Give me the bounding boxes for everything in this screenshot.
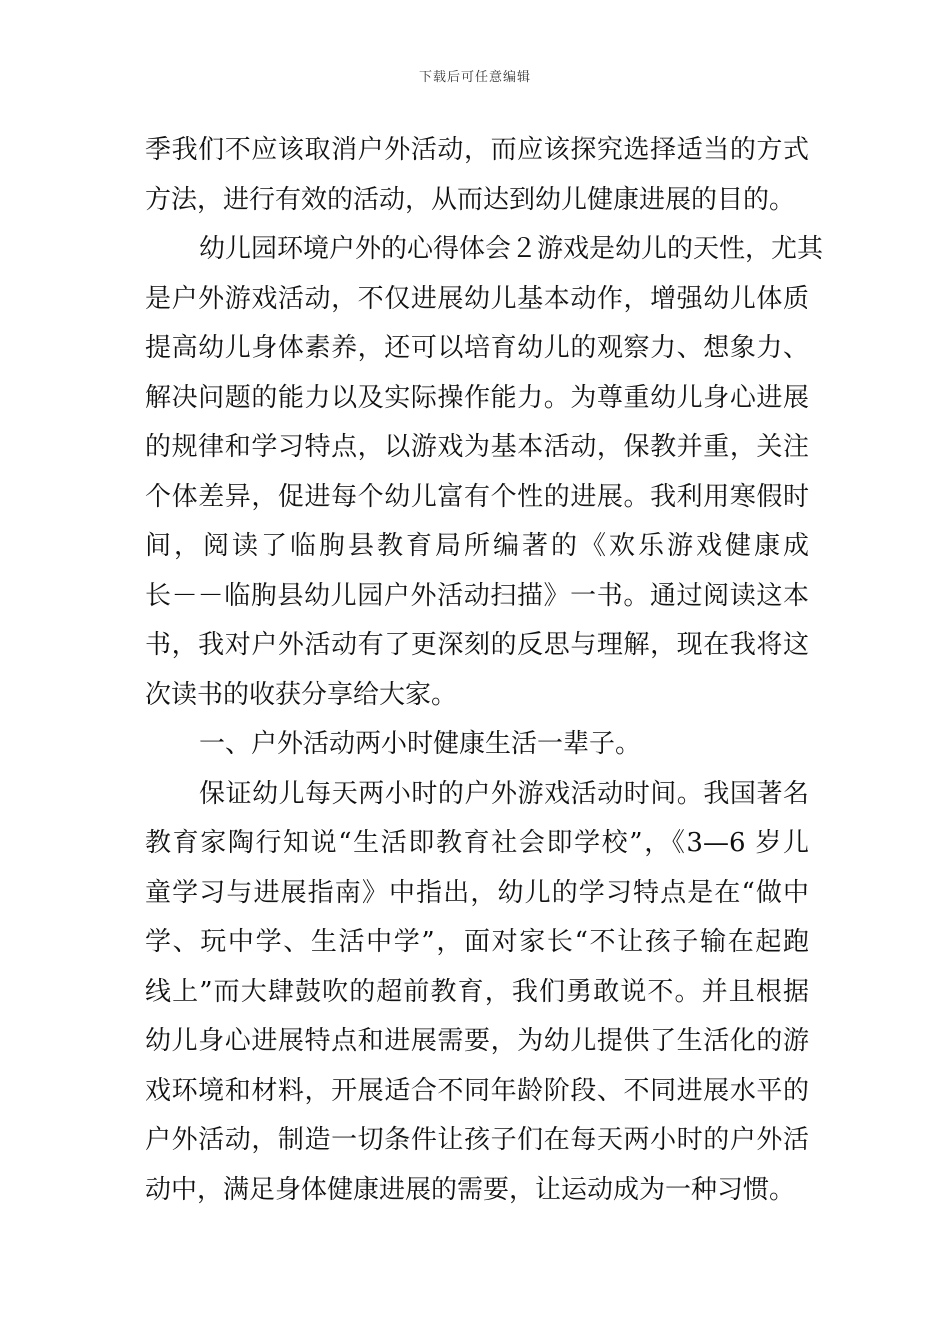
- paragraph-2-line-6: 个体差异，促进每个幼儿富有个性的进展。我利用寒假时: [145, 481, 809, 512]
- document-body: [145, 132, 824, 1221]
- paragraph-1-line-2: 方法，进行有效的活动，从而达到幼儿健康进展的目的。: [145, 184, 796, 215]
- paragraph-3-line-5: 线上”而大肆鼓吹的超前教育，我们勇敢说不。并且根据: [145, 976, 809, 1007]
- paragraph-3-line-9: 动中，满足身体健康进展的需要，让运动成为一种习惯。: [145, 1174, 796, 1205]
- paragraph-3-line-7: 戏环境和材料，开展适合不同年龄阶段、不同进展水平的: [145, 1075, 809, 1106]
- paragraph-2-line-8: 长－－临朐县幼儿园户外活动扫描》一书。通过阅读这本: [145, 580, 809, 611]
- paragraph-2-line-7: 间，阅读了临朐县教育局所编著的《欢乐游戏健康成: [145, 531, 809, 561]
- paragraph-3-line-1: 保证幼儿每天两小时的户外游戏活动时间。我国著名: [199, 778, 809, 809]
- paragraph-3-line-2: 教育家陶行知说“生活即教育社会即学校”，《3—6 岁儿: [145, 828, 809, 858]
- paragraph-2-line-4: 解决问题的能力以及实际操作能力。为尊重幼儿身心进展: [145, 382, 809, 413]
- paragraph-1-line-1: 季我们不应该取消户外活动，而应该探究选择适当的方式: [145, 135, 809, 165]
- paragraph-2-line-5: 的规律和学习特点，以游戏为基本活动，保教并重，关注: [145, 432, 809, 462]
- paragraph-2-line-3: 提高幼儿身体素养，还可以培育幼儿的观察力、想象力、: [145, 333, 809, 363]
- paragraph-3-line-6: 幼儿身心进展特点和进展需要，为幼儿提供了生活化的游: [145, 1026, 809, 1056]
- paragraph-3-line-4: 学、玩中学、生活中学”，面对家长“不让孩子输在起跑: [145, 927, 809, 957]
- paragraph-2-line-1: 幼儿园环境户外的心得体会２游戏是幼儿的天性，尤其: [199, 234, 824, 264]
- paragraph-2-line-9: 书，我对户外活动有了更深刻的反思与理解，现在我将这: [145, 630, 809, 660]
- paragraph-2-line-2: 是户外游戏活动，不仅进展幼儿基本动作，增强幼儿体质: [145, 283, 809, 314]
- page-header: 下载后可任意编辑: [418, 70, 531, 85]
- paragraph-2-line-10: 次读书的收获分享给大家。: [145, 679, 458, 710]
- section-heading: 一、户外活动两小时健康生活一辈子。: [199, 729, 642, 759]
- paragraph-3-line-8: 户外活动，制造一切条件让孩子们在每天两小时的户外活: [145, 1125, 809, 1155]
- paragraph-3-line-3: 童学习与进展指南》中指出，幼儿的学习特点是在“做中: [145, 877, 809, 908]
